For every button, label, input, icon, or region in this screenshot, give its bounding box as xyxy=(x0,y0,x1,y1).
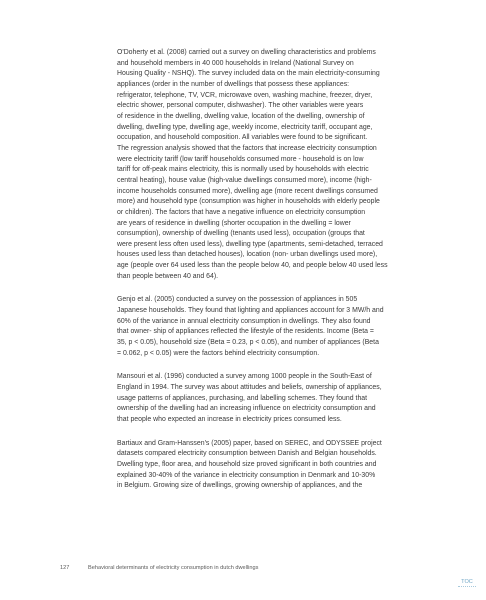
toc-underline xyxy=(458,586,476,587)
paragraph-odoherty: O'Doherty et al. (2008) carried out a survey on dwelling characteristics and problems and household members in 40 000 households in Ireland (National Survey on Housing Quality - NSHQ). The survey included data on the main electricity-consuming appliances (order in the number of dwellings that possess these appliances: refrigerator, telephone, TV, VCR, microwave oven, washing machine, freezer, dryer, electric shower, personal computer, dishwasher). The other variables were years of residence in the dwelling, dwelling value, location of the dwelling, ownership of dwelling, dwelling type, dwelling age, weekly income, electricity tariff, occupant age, occupation, and household composition. All variables were found to be significant. The regression analysis showed that the factors that increase electricity consumption were electricity tariff (low tariff households consumed more - household is on low tariff for off-peak mains electricity, this is normally used by households with electric central heating), house value (high-value dwellings consumed more), income (high- income households consumed more), dwelling age (more recent dwellings consumed more) and household type (consumption was higher in households with elderly people or children). The factors that have a negative influence on electricity consumption are years of residence in dwelling (shorter occupation in the dwelling = lower consumption), ownership of dwelling (tenants used less), occupation (groups that were present less often used less), dwelling type (apartments, semi-detached, terraced houses used less than detached houses), location (non- urban dwellings used more), age (people over 64 used less than the people below 40, and people below 40 used less than people between 40 and 64). xyxy=(117,49,388,280)
toc-link[interactable] xyxy=(458,579,476,587)
page-footer xyxy=(0,565,486,577)
toc-label: TOC xyxy=(461,579,473,585)
paragraph-mansouri: Mansouri et al. (1996) conducted a survey among 1000 people in the South-East of England in 1994. The survey was about attitudes and beliefs, ownership of appliances, usage patterns of appliances, purchasing, and labelling schemes. They found that ownership of the dwelling had an increasing influence on electricity consumption and that people who expected an increase in electricity prices consumed less. xyxy=(117,373,382,423)
page-number: 127 xyxy=(60,565,70,571)
paragraph-bartiaux: Bartiaux and Gram-Hanssen's (2005) paper, based on SEREC, and ODYSSEE project datasets compared electricity consumption between Danish and Belgian households. Dwelling type, floor area, and household size proved significant in both countries and explained 30-40% of the variance in electricity consumption in Denmark and 10-30% in Belgium. Growing size of dwellings, growing ownership of appliances, and the xyxy=(117,439,382,490)
paragraph-genjo: Genjo et al. (2005) conducted a survey on the possession of appliances in 505 Japanese households. They found that lighting and appliances account for 3 MW/h and 60% of the variance in annual electricity consumption in dwellings. They also found that owner- ship of appliances reflected the lifestyle of the residents. Income (Beta = 35, p < 0.05), household size (Beta = 0.23, p < 0.05), and number of appliances (Beta = 0.062, p < 0.05) were the factors behind electricity consumption. xyxy=(117,296,384,357)
running-title: Behavioral determinants of electricity consumption in dutch dwellings xyxy=(88,565,259,571)
main-text-column xyxy=(117,48,435,505)
